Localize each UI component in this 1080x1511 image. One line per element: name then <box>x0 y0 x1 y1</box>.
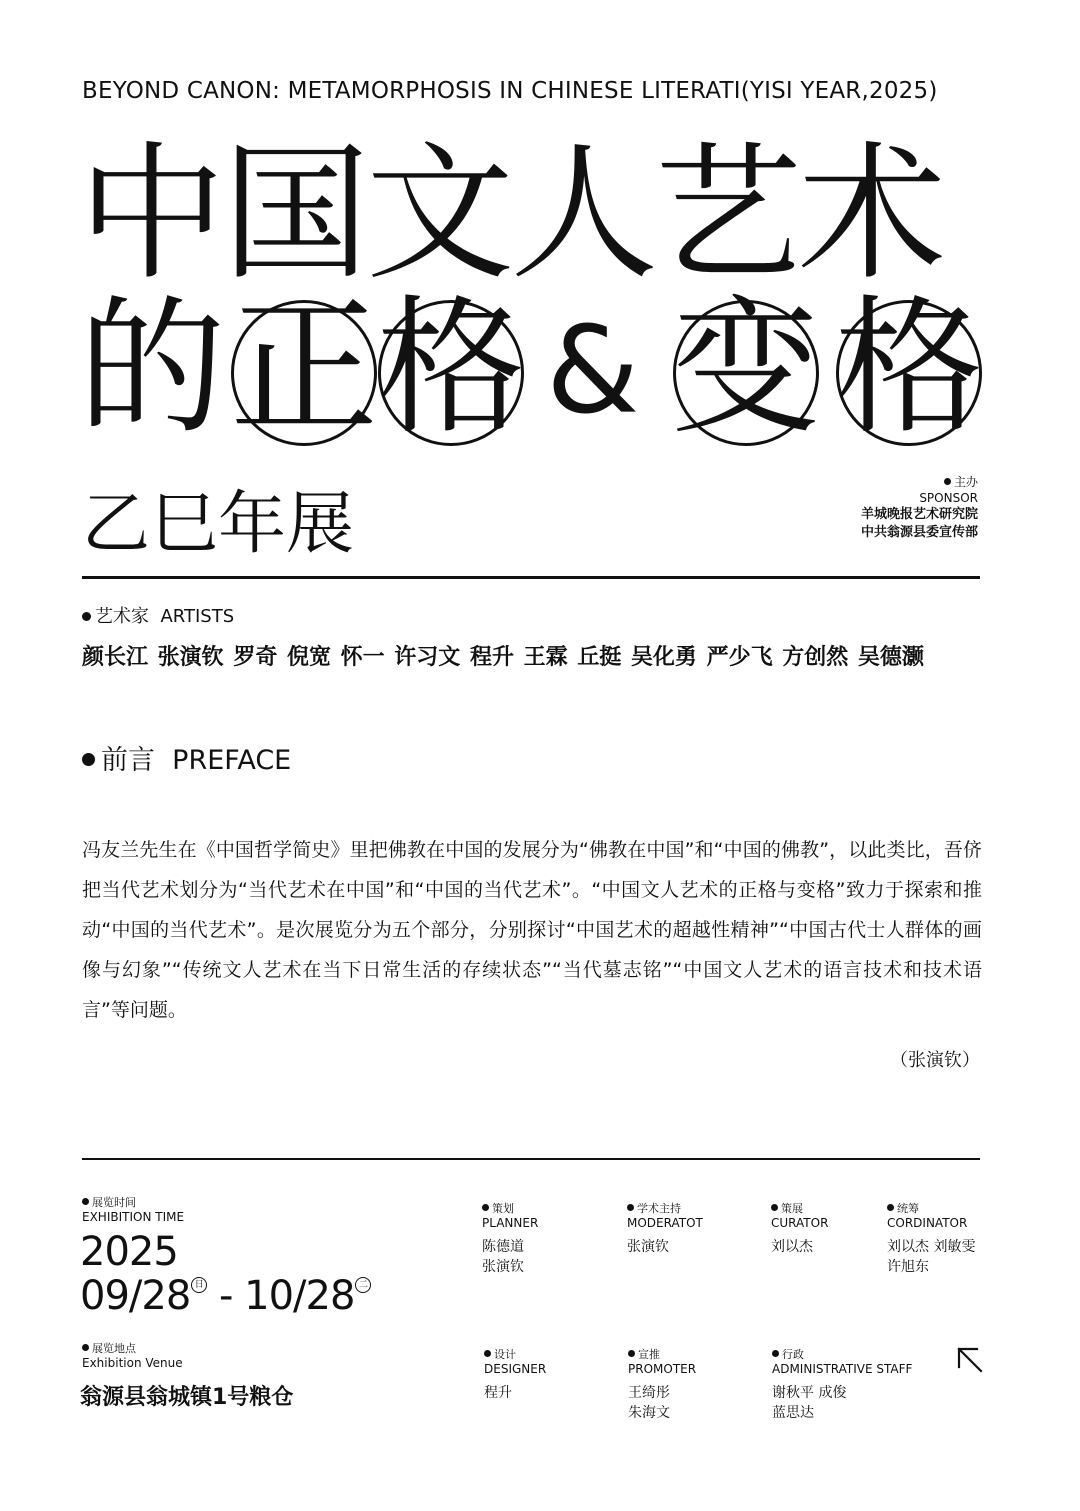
admin-name-1: 谢秋平 成俊 <box>772 1385 847 1401</box>
subtitle: 乙巳年展 <box>82 485 355 564</box>
title-line-1: 中国文人艺术 <box>78 128 942 300</box>
credit-planner <box>482 1202 538 1277</box>
sponsor-label-en: SPONSOR <box>919 491 978 505</box>
sponsor-org-1: 羊城晚报艺术研究院 <box>860 507 978 522</box>
promoter-name-1: 王绮彤 <box>628 1385 670 1401</box>
sponsor-label-cn: 主办 <box>861 474 978 490</box>
planner-label-cn: 策划 <box>482 1202 538 1216</box>
credit-coordinator <box>887 1202 975 1277</box>
moderator-label-en: MODERATOT <box>627 1216 703 1230</box>
artists-label <box>82 602 234 628</box>
venue-labels <box>82 1342 183 1371</box>
admin-name-2: 蓝思达 <box>772 1405 814 1421</box>
coordinator-label-cn: 统筹 <box>887 1202 975 1216</box>
artists-list: 颜长江 张演钦 罗奇 倪宽 怀一 许习文 程升 王霖 丘挺 吴化勇 严少飞 方创然 吴德灏 <box>82 645 924 670</box>
exhibition-year: 2025 <box>80 1229 178 1275</box>
start-date: 09/28 <box>80 1273 191 1319</box>
title-char-ge-1: 格 <box>377 282 525 454</box>
admin-label-en: ADMINISTRATIVE STAFF <box>772 1362 913 1376</box>
promoter-label-cn: 宣推 <box>628 1348 696 1362</box>
planner-name-1: 陈德道 <box>482 1239 524 1255</box>
promoter-label-en: PROMOTER <box>628 1362 697 1376</box>
preface-label-en: PREFACE <box>172 745 292 776</box>
credit-moderator <box>627 1202 703 1257</box>
english-title: BEYOND CANON: METAMORPHOSIS IN CHINESE LITERATI(YISI YEAR,2025) <box>82 78 938 104</box>
planner-name-2: 张演钦 <box>482 1259 524 1275</box>
title-ampersand: & <box>546 302 640 441</box>
title-char-de: 的 <box>78 282 226 454</box>
exhibition-time-label-cn: 展览时间 <box>82 1196 184 1210</box>
divider-bottom <box>82 1158 980 1160</box>
sponsor-org-2: 中共翁源县委宣传部 <box>860 525 978 540</box>
coordinator-name-1: 刘以杰 刘敏雯 <box>887 1239 976 1255</box>
venue-label-cn: 展览地点 <box>82 1342 183 1356</box>
preface-label <box>82 738 291 777</box>
coordinator-name-2: 许旭东 <box>887 1259 929 1275</box>
divider-top <box>82 576 980 579</box>
designer-label-cn: 设计 <box>484 1348 546 1362</box>
exhibition-time-labels <box>82 1196 184 1225</box>
preface-author: （张演钦） <box>890 1050 980 1071</box>
artists-label-cn: 艺术家 <box>95 606 149 627</box>
title-char-bian: 变 <box>672 282 820 454</box>
title-char-zheng: 正 <box>230 282 378 454</box>
credit-promoter <box>628 1348 696 1423</box>
start-weekday-badge: 日 <box>191 1277 207 1293</box>
arrow-up-left-icon <box>956 1346 984 1374</box>
curator-label-en: CURATOR <box>771 1216 829 1230</box>
admin-label-cn: 行政 <box>772 1348 912 1362</box>
curator-name-1: 刘以杰 <box>771 1239 813 1255</box>
exhibition-date-range: 09/28 日 - 10/28 二 <box>80 1274 371 1318</box>
venue-address: 翁源县翁城镇1号粮仓 <box>80 1385 294 1410</box>
moderator-name-1: 张演钦 <box>627 1239 669 1255</box>
planner-label-en: PLANNER <box>482 1216 539 1230</box>
moderator-label-cn: 学术主持 <box>627 1202 703 1216</box>
end-date: 10/28 <box>244 1273 355 1319</box>
credit-designer <box>484 1348 546 1403</box>
artists-label-en: ARTISTS <box>160 606 235 627</box>
preface-label-cn: 前言 <box>101 745 155 776</box>
title-char-ge-2: 格 <box>835 282 983 454</box>
credit-curator <box>771 1202 828 1257</box>
sponsor-block <box>861 474 978 542</box>
coordinator-label-en: CORDINATOR <box>887 1216 968 1230</box>
designer-name-1: 程升 <box>484 1385 512 1401</box>
designer-label-en: DESIGNER <box>484 1362 547 1376</box>
curator-label-cn: 策展 <box>771 1202 828 1216</box>
preface-text: 冯友兰先生在《中国哲学简史》里把佛教在中国的发展分为“佛教在中国”和“中国的佛教”，以此类比，吾侪把当代艺术划分为“当代艺术在中国”和“中国的当代艺术”。“中国文人艺术的正格与变格”致力于探索和推动“中国的当代艺术”。是次展览分为五个部分，分别探讨“中国艺术的超越性精神”“中国古代士人群体的画像与幻象”“传统文人艺术在当下日常生活的存续状态”“当代墓志铭”“中国文人艺术的语言技术和技术语言”等问题。 <box>82 839 982 1021</box>
credit-admin <box>772 1348 912 1423</box>
end-weekday-badge: 二 <box>355 1277 371 1293</box>
promoter-name-2: 朱海文 <box>628 1405 670 1421</box>
venue-label-en: Exhibition Venue <box>82 1356 183 1370</box>
exhibition-time-label-en: EXHIBITION TIME <box>82 1210 185 1224</box>
